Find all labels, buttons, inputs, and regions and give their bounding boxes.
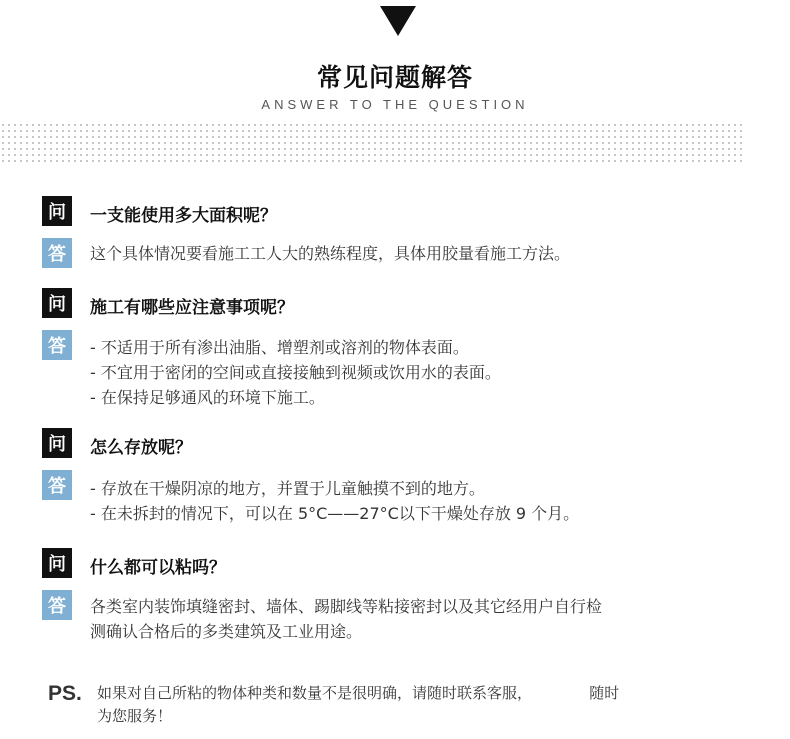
question-text: 一支能使用多大面积呢？ [90,206,277,226]
question-text: 什么都可以粘吗？ [90,558,226,578]
answer-line: 各类室内装饰填缝密封、墙体、踢脚线等粘接密封以及其它经用户自行检 [90,597,603,616]
answer-line: - 存放在干燥阴凉的地方，并置于儿童触摸不到的地方。 [90,479,485,498]
answer-badge: 答 [42,590,72,620]
answer-badge: 答 [42,238,72,268]
answer-line: 测确认合格后的多类建筑及工业用途。 [90,622,363,641]
page-subtitle: ANSWER TO THE QUESTION [261,97,529,112]
answer-badge: 答 [42,470,72,500]
answer-line: - 在未拆封的情况下，可以在 5°C——27°C以下干燥处存放 9 个月。 [90,504,580,523]
dotted-divider [0,122,745,164]
answer-line: - 在保持足够通风的环境下施工。 [90,388,325,407]
question-badge: 问 [42,288,72,318]
answer-line: - 不宜用于密闭的空间或直接接触到视频或饮用水的表面。 [90,363,501,382]
answer-line: 这个具体情况要看施工工人大的熟练程度，具体用胶量看施工方法。 [90,244,571,263]
question-text: 怎么存放呢？ [90,438,192,458]
page-title: 常见问题解答 [316,63,473,92]
question-badge: 问 [42,548,72,578]
question-text: 施工有哪些应注意事项呢？ [90,298,294,318]
down-triangle-icon [380,6,416,36]
ps-label: PS. [48,682,82,705]
answer-badge: 答 [42,330,72,360]
ps-text-line: 为您服务！ [97,707,173,725]
question-badge: 问 [42,196,72,226]
answer-line: - 不适用于所有渗出油脂、增塑剂或溶剂的物体表面。 [90,338,469,357]
question-badge: 问 [42,428,72,458]
ps-text-line: 如果对自己所粘的物体种类和数量不是很明确，请随时联系客服， 随时 [97,684,620,702]
